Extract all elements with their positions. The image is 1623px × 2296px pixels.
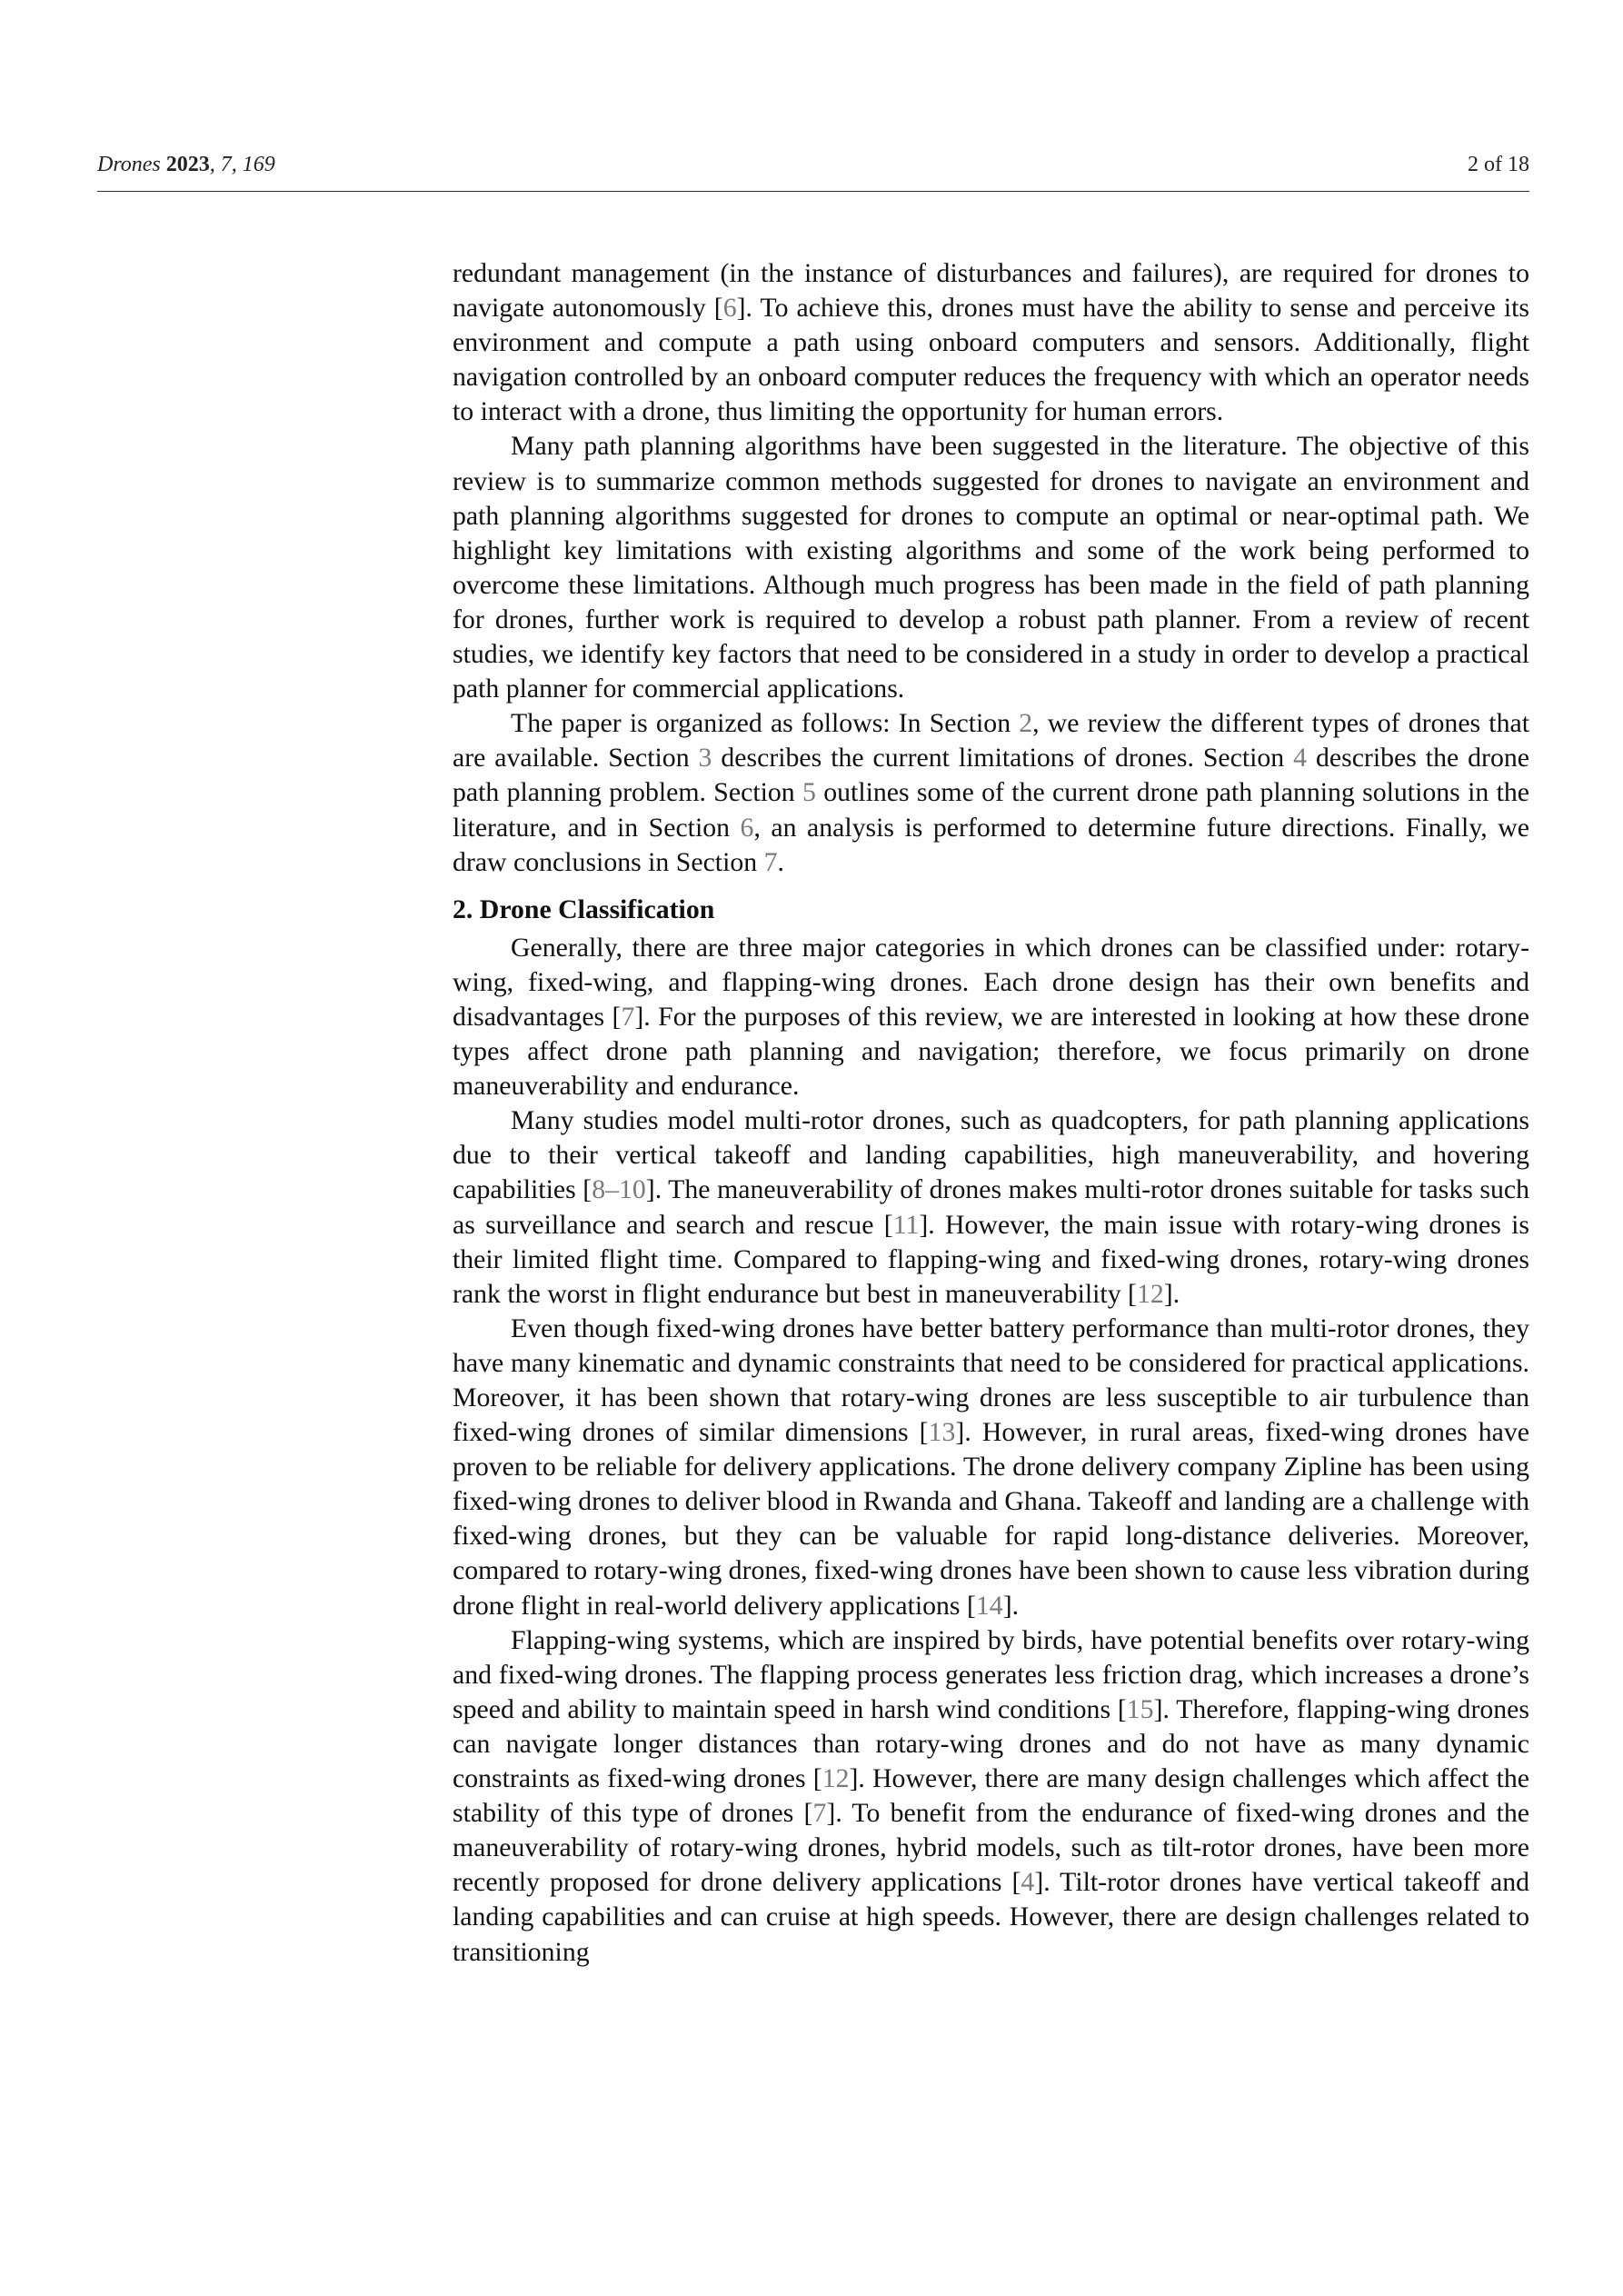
reference-link[interactable]: 12 bbox=[821, 1763, 850, 1794]
reference-link[interactable]: 12 bbox=[1136, 1278, 1164, 1309]
reference-link[interactable]: 3 bbox=[698, 743, 712, 774]
journal-name: Drones bbox=[97, 153, 161, 176]
journal-volume: , 7, 169 bbox=[209, 153, 275, 176]
reference-link[interactable]: 4 bbox=[1021, 1867, 1035, 1898]
reference-link[interactable]: 15 bbox=[1126, 1693, 1154, 1724]
header-rule bbox=[97, 191, 1529, 192]
paragraph: Generally, there are three major categories in which drones can be classified under: rotary-wing, fixed-wing, and flapping-wing drones. Each drone design has their own benefits and disadvantages [7]. For the purposes of this review, we are interested in looking at how these drone types affect drone path planning and navigation; therefore, we focus primarily on drone maneuverability and endurance. bbox=[453, 932, 1529, 1102]
paragraph: Even though fixed-wing drones have better battery performance than multi-rotor drones, they have many kinematic and dynamic constraints that need to be considered for practical applications. Moreover, it has been shown that rotary-wing drones are less susceptible to air turbulence than fixed-wing drones of similar dimensions [13]. However, in rural areas, fixed-wing drones have proven to be reliable for delivery applications. The drone delivery company Zipline has been using fixed-wing drones to deliver blood in Rwanda and Ghana. Takeoff and landing are a challenge with fixed-wing drones, but they can be valuable for rapid long-distance deliveries. Moreover, compared to rotary-wing drones, fixed-wing drones have been shown to cause less vibration during drone flight in real-world delivery applications [14]. bbox=[453, 1313, 1530, 1621]
reference-link[interactable]: 7 bbox=[621, 1001, 635, 1032]
journal-citation bbox=[97, 153, 275, 177]
reference-link[interactable]: 7 bbox=[812, 1798, 827, 1829]
paragraph: redundant management (in the instance of disturbances and failures), are required for drones to navigate autonomously [6]. To achieve this, drones must have the ability to sense and perceive its environment and compute a path using onboard computers and sensors. Additionally, flight navigation controlled by an onboard computer reduces the frequency with which an operator needs to interact with a drone, thus limiting the opportunity for human errors. bbox=[453, 258, 1530, 427]
paragraph: Many studies model multi-rotor drones, such as quadcopters, for path planning applications due to their vertical takeoff and landing capabilities, high maneuverability, and hovering capabilities [8–10]. The maneuverability of drones makes multi-rotor drones suitable for tasks such as surveillance and search and rescue [11]. However, the main issue with rotary-wing drones is their limited flight time. Compared to flapping-wing and fixed-wing drones, rotary-wing drones rank the worst in flight endurance but best in maneuverability [12]. bbox=[453, 1105, 1530, 1309]
reference-link[interactable]: 13 bbox=[928, 1417, 956, 1448]
journal-year: 2023 bbox=[165, 153, 210, 176]
reference-link[interactable]: 8–10 bbox=[592, 1174, 646, 1205]
reference-link[interactable]: 6 bbox=[722, 293, 737, 324]
section-heading: 2. Drone Classification bbox=[453, 893, 715, 924]
article-body bbox=[453, 256, 1529, 1970]
page-number: 2 of 18 bbox=[1468, 153, 1529, 176]
reference-link[interactable]: 5 bbox=[802, 777, 816, 808]
paragraph: Flapping-wing systems, which are inspired by birds, have potential benefits over rotary-wing and fixed-wing drones. The flapping process generates less friction drag, which increases a drone’s speed and ability to maintain speed in harsh wind conditions [15]. Therefore, flapping-wing drones can navigate longer distances than rotary-wing drones and do not have as many dynamic constraints as fixed-wing drones [12]. However, there are many design challenges which affect the stability of this type of drones [7]. To benefit from the endurance of fixed-wing drones and the maneuverability of rotary-wing drones, hybrid models, such as tilt-rotor drones, have been more recently proposed for drone delivery applications [4]. Tilt-rotor drones have vertical takeoff and landing capabilities and can cruise at high speeds. However, there are design challenges related to transitioning bbox=[453, 1624, 1529, 1967]
reference-link[interactable]: 14 bbox=[975, 1590, 1003, 1621]
paragraph: The paper is organized as follows: In Section 2, we review the different types of drones that are available. Section 3 describes the current limitations of drones. Section 4 describes the drone path planning problem. Section 5 outlines some of the current drone path planning solutions in the literature, and in Section 6, an analysis is performed to determine future directions. Finally, we draw conclusions in Section 7. bbox=[453, 708, 1529, 877]
reference-link[interactable]: 2 bbox=[1019, 708, 1033, 739]
reference-link[interactable]: 7 bbox=[763, 846, 778, 877]
reference-link[interactable]: 6 bbox=[740, 812, 754, 843]
paragraph: Many path planning algorithms have been suggested in the literature. The objective of this review is to summarize common methods suggested for drones to navigate an environment and path planning algorithms suggested for drones to compute an optimal or near-optimal path. We highlight key limitations with existing algorithms and some of the work being performed to overcome these limitations. Although much progress has been made in the field of path planning for drones, further work is required to develop a robust path planner. From a review of recent studies, we identify key factors that need to be considered in a study in order to develop a practical path planner for commercial applications. bbox=[453, 431, 1529, 704]
reference-link[interactable]: 4 bbox=[1293, 743, 1308, 774]
reference-link[interactable]: 11 bbox=[892, 1209, 920, 1240]
